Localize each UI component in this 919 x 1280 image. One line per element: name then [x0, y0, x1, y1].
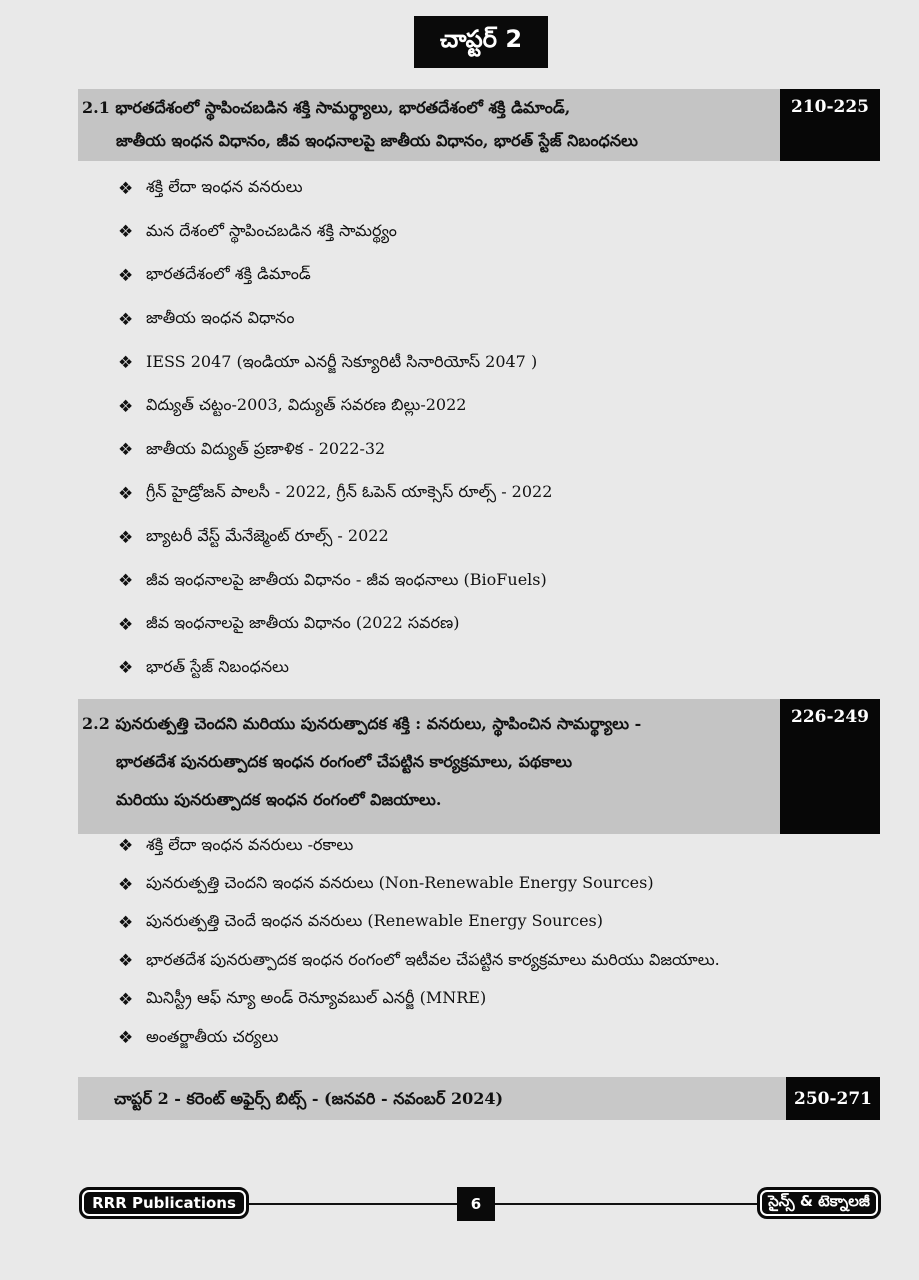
bullet-icon: ❖ [118, 440, 134, 461]
section-title-line: 2.2 పునరుత్పత్తి చెందని మరియు పునరుత్పాదక శక్తి : వనరులు, స్థాపించిన సామర్థ్యాలు - [82, 714, 642, 733]
list-item [118, 516, 552, 560]
list-item [118, 341, 552, 385]
current-affairs-bits-row [78, 1077, 880, 1120]
section-2-2-title [82, 705, 768, 819]
list-item [118, 211, 552, 255]
list-item [118, 865, 720, 903]
chapter-title: చాప్టర్ 2 [414, 16, 548, 68]
current-affairs-bits-pages: 250-271 [786, 1077, 880, 1120]
section-2-1-title [82, 91, 768, 157]
bullet-icon: ❖ [118, 874, 134, 895]
section-2-1-pages: 210-225 [780, 89, 880, 161]
list-item [118, 981, 720, 1019]
list-item-text: IESS 2047 (ఇండియా ఎనర్జీ సెక్యూరిటీ సినారియోస్ 2047 ) [146, 351, 538, 371]
list-item [118, 647, 552, 691]
bullet-icon: ❖ [118, 222, 134, 243]
list-item-text: పునరుత్పత్తి చెందే ఇంధన వనరులు (Renewable Energy Sources) [146, 911, 604, 931]
list-item [118, 385, 552, 429]
bullet-icon: ❖ [118, 527, 134, 548]
section-title-line: 2.1 భారతదేశంలో స్థాపించబడిన శక్తి సామర్థ్యాలు, భారతదేశంలో శక్తి డిమాండ్, [82, 98, 571, 117]
section-title-line: భారతదేశ పునరుత్పాదక ఇంధన రంగంలో చేపట్టిన కార్యక్రమాలు, పథకాలు [116, 752, 573, 771]
bullet-icon: ❖ [118, 1028, 134, 1049]
bullet-icon: ❖ [118, 614, 134, 635]
list-item [118, 942, 720, 980]
list-item-text: పునరుత్పత్తి చెందని ఇంధన వనరులు (Non-Renewable Energy Sources) [146, 873, 654, 893]
list-item-text: జాతీయ ఇంధన విధానం [146, 308, 295, 328]
list-item [118, 559, 552, 603]
list-item [118, 827, 720, 865]
list-item-text: భారతదేశ పునరుత్పాదక ఇంధన రంగంలో ఇటీవల చేపట్టిన కార్యక్రమాలు మరియు విజయాలు. [146, 949, 720, 969]
list-item-text: బ్యాటరీ వేస్ట్ మేనేజ్మెంట్ రూల్స్ - 2022 [146, 526, 389, 546]
subject-badge: సైన్స్ & టెక్నాలజీ [757, 1187, 881, 1219]
list-item-text: అంతర్జాతీయ చర్యలు [146, 1026, 279, 1046]
list-item [118, 429, 552, 473]
section-title-line: జాతీయ ఇంధన విధానం, జీవ ఇంధనాలపై జాతీయ విధానం, భారత్ స్టేజ్ నిబంధనలు [116, 131, 638, 150]
section-2-2-topics [118, 827, 720, 1057]
list-item-text: గ్రీన్ హైడ్రోజన్ పాలసీ - 2022, గ్రీన్ ఓపెన్ యాక్సెస్ రూల్స్ - 2022 [146, 482, 553, 502]
section-2-2-header [78, 699, 880, 834]
bullet-icon: ❖ [118, 836, 134, 857]
list-item-text: శక్తి లేదా ఇంధన వనరులు -రకాలు [146, 834, 354, 854]
bullet-icon: ❖ [118, 989, 134, 1010]
section-title-line: మరియు పునరుత్పాదక ఇంధన రంగంలో విజయాలు. [116, 790, 442, 809]
list-item [118, 167, 552, 211]
list-item-text: మన దేశంలో స్థాపించబడిన శక్తి సామర్థ్యం [146, 220, 397, 240]
list-item [118, 1019, 720, 1057]
list-item-text: జీవ ఇంధనాలపై జాతీయ విధానం - జీవ ఇంధనాలు (BioFuels) [146, 569, 547, 589]
list-item-text: జీవ ఇంధనాలపై జాతీయ విధానం (2022 సవరణ) [146, 613, 460, 633]
list-item-text: మినిస్ట్రీ ఆఫ్ న్యూ అండ్ రెన్యూవబుల్ ఎనర్జీ (MNRE) [146, 988, 487, 1008]
list-item-text: శక్తి లేదా ఇంధన వనరులు [146, 177, 303, 197]
bullet-icon: ❖ [118, 483, 134, 504]
list-item [118, 472, 552, 516]
bullet-icon: ❖ [118, 658, 134, 679]
list-item-text: విద్యుత్ చట్టం-2003, విద్యుత్ సవరణ బిల్లు-2022 [146, 395, 467, 415]
bullet-icon: ❖ [118, 912, 134, 933]
list-item [118, 298, 552, 342]
bullet-icon: ❖ [118, 178, 134, 199]
list-item [118, 254, 552, 298]
section-2-2-pages: 226-249 [780, 699, 880, 834]
list-item-text: భారతదేశంలో శక్తి డిమాండ్ [146, 264, 311, 284]
bullet-icon: ❖ [118, 951, 134, 972]
bullet-icon: ❖ [118, 571, 134, 592]
bullet-icon: ❖ [118, 353, 134, 374]
publisher-badge: RRR Publications [79, 1187, 249, 1219]
bullet-icon: ❖ [118, 265, 134, 286]
list-item-text: జాతీయ విద్యుత్ ప్రణాళిక - 2022-32 [146, 438, 386, 458]
list-item [118, 904, 720, 942]
list-item [118, 603, 552, 647]
bullet-icon: ❖ [118, 396, 134, 417]
bullet-icon: ❖ [118, 309, 134, 330]
current-affairs-bits-title: చాప్టర్ 2 - కరెంట్ అఫైర్స్ బిట్స్ - (జనవరి - నవంబర్ 2024) [114, 1089, 504, 1108]
page-number: 6 [457, 1187, 495, 1221]
list-item-text: భారత్ స్టేజ్ నిబంధనలు [146, 656, 289, 676]
section-2-1-topics [118, 167, 552, 690]
section-2-1-header [78, 89, 880, 161]
